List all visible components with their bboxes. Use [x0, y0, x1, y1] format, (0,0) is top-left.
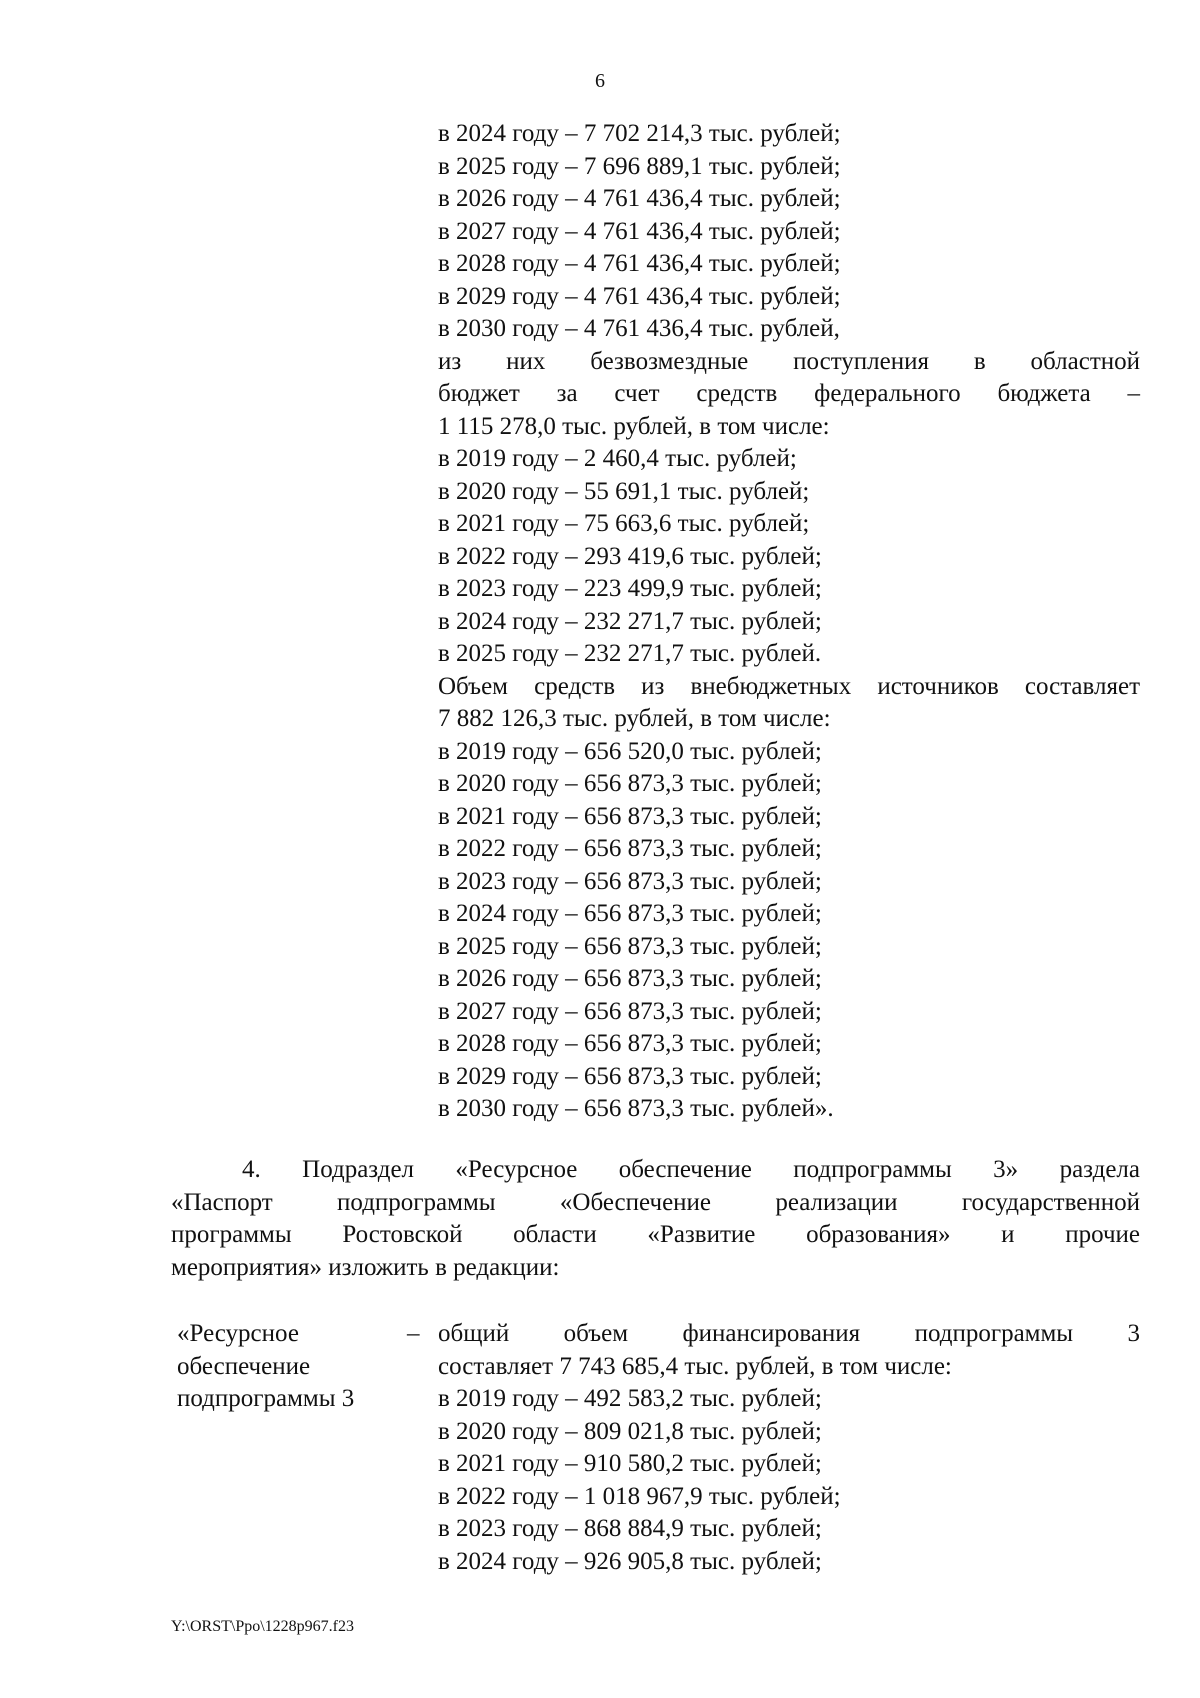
- extra-intro-line: 7 882 126,3 тыс. рублей, в том числе:: [438, 705, 831, 732]
- extra-intro-line: Объем средств из внебюджетных источников составляет: [438, 672, 1140, 700]
- extra-year-line: в 2021 году – 656 873,3 тыс. рублей;: [438, 802, 822, 830]
- paragraph-4-line: программы Ростовской области «Развитие образования» и прочие: [171, 1221, 1140, 1248]
- extra-year-line: в 2023 году – 656 873,3 тыс. рублей;: [438, 867, 822, 895]
- federal-intro-line: 1 115 278,0 тыс. рублей, в том числе:: [438, 412, 830, 440]
- passport-label-line: обеспечение: [177, 1352, 311, 1380]
- extra-year-line: в 2020 году – 656 873,3 тыс. рублей;: [438, 770, 822, 797]
- passport-year-line: в 2021 году – 910 580,2 тыс. рублей;: [438, 1450, 822, 1477]
- year-line: в 2024 году – 7 702 214,3 тыс. рублей;: [438, 120, 841, 147]
- passport-year-line: в 2020 году – 809 021,8 тыс. рублей;: [438, 1417, 822, 1445]
- file-path-footer: Y:\ORST\Ppo\1228p967.f23: [171, 1618, 354, 1635]
- passport-dash: –: [407, 1320, 420, 1347]
- paragraph-4-line: «Паспорт подпрограммы «Обеспечение реализации государственной: [171, 1188, 1140, 1216]
- year-line: в 2030 году – 4 761 436,4 тыс. рублей,: [438, 315, 840, 342]
- year-line: в 2029 году – 4 761 436,4 тыс. рублей;: [438, 282, 841, 310]
- federal-year-line: в 2024 году – 232 271,7 тыс. рублей;: [438, 607, 822, 635]
- federal-intro-line: бюджет за счет средств федерального бюджета –: [438, 380, 1140, 407]
- extra-year-line: в 2024 году – 656 873,3 тыс. рублей;: [438, 900, 822, 927]
- paragraph-4-line: мероприятия» изложить в редакции:: [171, 1253, 560, 1281]
- federal-year-line: в 2019 году – 2 460,4 тыс. рублей;: [438, 445, 797, 472]
- extra-year-line: в 2030 году – 656 873,3 тыс. рублей».: [438, 1095, 834, 1122]
- year-line: в 2025 году – 7 696 889,1 тыс. рублей;: [438, 152, 841, 180]
- extra-year-line: в 2025 году – 656 873,3 тыс. рублей;: [438, 932, 822, 960]
- extra-year-line: в 2026 году – 656 873,3 тыс. рублей;: [438, 965, 822, 992]
- passport-label: [177, 1318, 397, 1416]
- passport-year-line: в 2023 году – 868 884,9 тыс. рублей;: [438, 1515, 822, 1542]
- federal-year-line: в 2022 году – 293 419,6 тыс. рублей;: [438, 542, 822, 570]
- passport-year-line: в 2019 году – 492 583,2 тыс. рублей;: [438, 1385, 822, 1412]
- passport-year-line: в 2022 году – 1 018 967,9 тыс. рублей;: [438, 1482, 841, 1510]
- extra-year-line: в 2029 году – 656 873,3 тыс. рублей;: [438, 1062, 822, 1090]
- funding-block: [438, 118, 1140, 1126]
- extra-year-line: в 2027 году – 656 873,3 тыс. рублей;: [438, 997, 822, 1025]
- federal-intro-line: из них безвозмездные поступления в областной: [438, 347, 1140, 375]
- passport-label-line: подпрограммы 3: [177, 1385, 355, 1412]
- extra-year-line: в 2022 году – 656 873,3 тыс. рублей;: [438, 835, 822, 862]
- passport-label-line: «Ресурсное: [177, 1320, 299, 1347]
- federal-year-line: в 2020 году – 55 691,1 тыс. рублей;: [438, 477, 810, 505]
- year-line: в 2027 году – 4 761 436,4 тыс. рублей;: [438, 217, 841, 245]
- year-line: в 2028 году – 4 761 436,4 тыс. рублей;: [438, 250, 841, 277]
- federal-year-line: в 2021 году – 75 663,6 тыс. рублей;: [438, 510, 810, 537]
- paragraph-4-line: 4. Подраздел «Ресурсное обеспечение подпрограммы 3» раздела: [242, 1156, 1140, 1183]
- extra-year-line: в 2019 году – 656 520,0 тыс. рублей;: [438, 737, 822, 765]
- passport-body-line: составляет 7 743 685,4 тыс. рублей, в том числе:: [438, 1352, 952, 1380]
- year-line: в 2026 году – 4 761 436,4 тыс. рублей;: [438, 185, 841, 212]
- passport-body-line: общий объем финансирования подпрограммы 3: [438, 1320, 1140, 1347]
- paragraph-4: [171, 1154, 1140, 1284]
- page-number: 6: [595, 70, 605, 92]
- federal-year-line: в 2023 году – 223 499,9 тыс. рублей;: [438, 575, 822, 602]
- extra-year-line: в 2028 году – 656 873,3 тыс. рублей;: [438, 1030, 822, 1057]
- federal-year-line: в 2025 году – 232 271,7 тыс. рублей.: [438, 640, 822, 667]
- passport-year-line: в 2024 году – 926 905,8 тыс. рублей;: [438, 1547, 822, 1575]
- passport-body: [438, 1318, 1140, 1578]
